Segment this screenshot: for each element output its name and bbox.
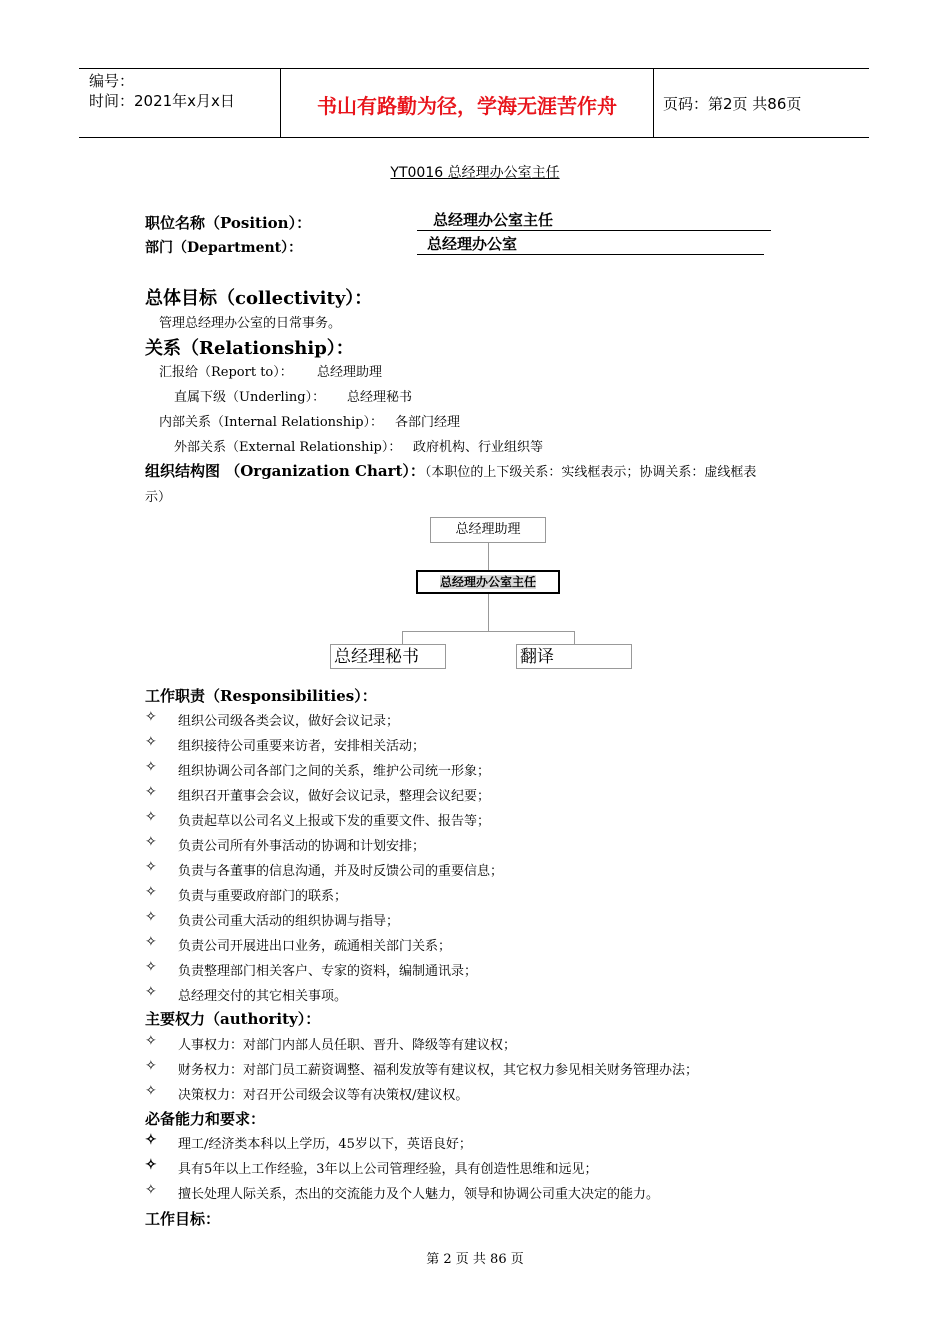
internal-relationship-label: 内部关系（Internal Relationship）：	[159, 415, 384, 430]
bullet-icon: ✧	[145, 934, 157, 950]
position-value: 总经理办公室主任	[417, 211, 771, 231]
document-title	[0, 162, 950, 182]
org-chart-note: （本职位的上下级关系：实线框表示；协调关系：虚线框表	[424, 465, 757, 480]
org-connector	[402, 631, 403, 644]
bullet-icon: ✧	[145, 709, 157, 725]
responsibilities-heading: 工作职责（Responsibilities）：	[145, 687, 377, 705]
internal-relationship-value: 各部门经理	[395, 415, 461, 430]
department-value: 总经理办公室	[417, 235, 764, 255]
responsibility-text: 负责与各董事的信息沟通，并及时反馈公司的重要信息；	[178, 864, 504, 879]
goals-heading: 工作目标：	[145, 1210, 221, 1228]
responsibility-text: 负责公司开展进出口业务，疏通相关部门关系；	[178, 939, 452, 954]
underling-value: 总经理秘书	[347, 390, 413, 405]
page-header	[79, 68, 869, 138]
org-box-top: 总经理助理	[430, 517, 546, 543]
responsibility-text: 总经理交付的其它相关事项。	[178, 989, 348, 1004]
requirement-text: 理工/经济类本科以上学历，45岁以下，英语良好；	[178, 1137, 472, 1152]
responsibility-text: 组织接待公司重要来访者，安排相关活动；	[178, 739, 426, 754]
header-motto: 书山有路勤为径，学海无涯苦作舟	[317, 94, 617, 118]
authority-text: 人事权力：对部门内部人员任职、晋升、降级等有建议权；	[178, 1038, 517, 1053]
org-connector	[488, 594, 489, 631]
external-relationship-value: 政府机构、行业组织等	[413, 440, 544, 455]
bullet-icon: ✧	[145, 1157, 157, 1173]
position-label: 职位名称（Position）：	[145, 214, 312, 232]
bullet-icon: ✧	[145, 984, 157, 1000]
bullet-icon: ✧	[145, 809, 157, 825]
org-chart-note-cont: 示）	[145, 490, 172, 505]
bullet-icon: ✧	[145, 834, 157, 850]
collectivity-heading: 总体目标（collectivity）：	[145, 288, 373, 309]
responsibility-text: 负责与重要政府部门的联系；	[178, 889, 348, 904]
header-meta	[89, 71, 235, 111]
header-divider	[653, 69, 654, 137]
org-box-center-label: 总经理办公室主任	[439, 575, 536, 589]
authority-heading: 主要权力（authority）：	[145, 1010, 321, 1028]
report-to-label: 汇报给（Report to）：	[159, 365, 293, 380]
org-connector	[574, 631, 575, 644]
org-chart-header	[145, 460, 756, 481]
responsibility-text: 负责起草以公司名义上报或下发的重要文件、报告等；	[178, 814, 491, 829]
org-box-translator: 翻译	[516, 644, 632, 669]
responsibility-text: 负责公司所有外事活动的协调和计划安排；	[178, 839, 426, 854]
authority-text: 决策权力：对召开公司级会议等有决策权/建议权。	[178, 1088, 469, 1103]
responsibility-text: 组织公司级各类会议，做好会议记录；	[178, 714, 400, 729]
responsibility-text: 负责整理部门相关客户、专家的资料，编制通讯录；	[178, 964, 478, 979]
org-chart-heading: 组织结构图 （Organization Chart）：	[145, 462, 425, 480]
bullet-icon: ✧	[145, 759, 157, 775]
department-label: 部门（Department）：	[145, 240, 303, 256]
bullet-icon: ✧	[145, 959, 157, 975]
page-footer: 第 2 页 共 86 页	[426, 1252, 524, 1267]
bullet-icon: ✧	[145, 1058, 157, 1074]
bullet-icon: ✧	[145, 784, 157, 800]
requirement-text: 擅长处理人际关系，杰出的交流能力及个人魅力，领导和协调公司重大决定的能力。	[178, 1187, 660, 1202]
responsibility-text: 负责公司重大活动的组织协调与指导；	[178, 914, 400, 929]
underling-label: 直属下级（Underling）：	[174, 390, 326, 405]
header-number-label: 编号：	[89, 72, 135, 90]
org-connector	[402, 631, 575, 632]
report-to-value: 总经理助理	[317, 365, 383, 380]
authority-text: 财务权力：对部门员工薪资调整、福利发放等有建议权，其它权力参见相关财务管理办法；	[178, 1063, 699, 1078]
bullet-icon: ✧	[145, 1132, 157, 1148]
bullet-icon: ✧	[145, 1083, 157, 1099]
bullet-icon: ✧	[145, 734, 157, 750]
external-relationship-label: 外部关系（External Relationship）：	[174, 440, 402, 455]
relationship-heading: 关系（Relationship）：	[145, 338, 354, 359]
header-page-number: 页码：第2页 共86页	[663, 95, 802, 113]
bullet-icon: ✧	[145, 1033, 157, 1049]
bullet-icon: ✧	[145, 859, 157, 875]
org-connector	[488, 543, 489, 570]
document-title-text: YT0016 总经理办公室主任	[390, 165, 560, 181]
bullet-icon: ✧	[145, 884, 157, 900]
org-box-secretary: 总经理秘书	[330, 644, 446, 669]
requirements-heading: 必备能力和要求：	[145, 1110, 266, 1128]
requirement-text: 具有5年以上工作经验，3年以上公司管理经验，具有创造性思维和远见；	[178, 1162, 598, 1177]
org-box-center	[416, 570, 560, 594]
bullet-icon: ✧	[145, 1182, 157, 1198]
header-time: 时间：2021年x月x日	[89, 92, 235, 110]
responsibility-text: 组织召开董事会会议，做好会议记录，整理会议纪要；	[178, 789, 491, 804]
responsibility-text: 组织协调公司各部门之间的关系，维护公司统一形象；	[178, 764, 491, 779]
bullet-icon: ✧	[145, 909, 157, 925]
collectivity-text: 管理总经理办公室的日常事务。	[159, 316, 342, 331]
